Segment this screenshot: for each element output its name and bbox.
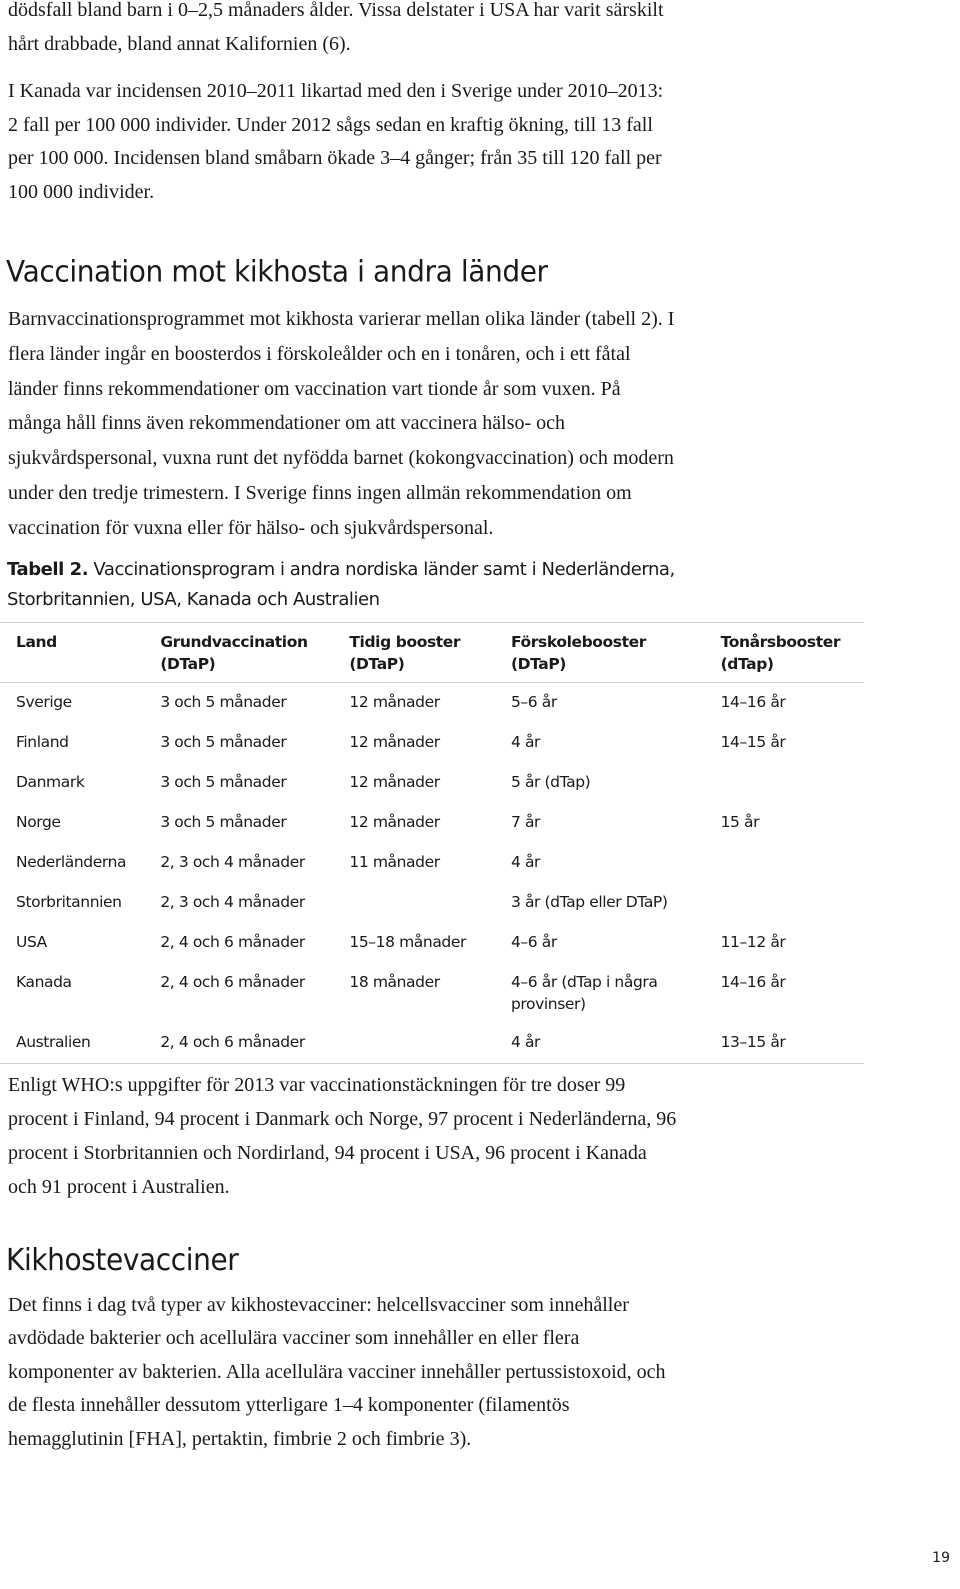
cell-tidig-booster: 12 månader xyxy=(349,693,440,711)
cell-forskolebooster: 4–6 år (dTap i några provinser) xyxy=(510,973,658,1013)
text-line: de flesta innehåller dessutom ytterligare 1–4 komponenter (filamentös xyxy=(8,1394,570,1417)
cell-grundvaccination: 3 och 5 månader xyxy=(160,773,287,791)
cell-tidig-booster xyxy=(333,1023,495,1064)
table-body xyxy=(0,683,864,1064)
text-line: procent i Finland, 94 procent i Danmark och Norge, 97 procent i Nederländerna, 96 xyxy=(8,1108,677,1130)
cell-tonarsbooster: 11–12 år xyxy=(720,933,786,951)
cell-tidig-booster: 12 månader xyxy=(349,733,440,751)
text-line: hemagglutinin [FHA], pertaktin, fimbrie 2 och fimbrie 3). xyxy=(8,1427,472,1450)
column-header-tonarsbooster: Tonårsbooster (dTap) xyxy=(705,623,864,683)
cell-forskolebooster: 4 år xyxy=(510,853,541,871)
page-number: 19 xyxy=(932,1550,950,1566)
text-line: och 91 procent i Australien. xyxy=(8,1176,230,1198)
column-header-land: Land xyxy=(0,623,144,683)
text-line: länder finns rekommendationer om vaccination vart tionde år som vuxen. På xyxy=(8,377,621,400)
table-row xyxy=(0,963,864,1023)
cell-tonarsbooster: 13–15 år xyxy=(705,1023,864,1064)
text-line: I Kanada var incidensen 2010–2011 likartad med den i Sverige under 2010–2013: xyxy=(8,80,664,103)
table-row xyxy=(0,883,864,923)
intro-paragraph-1 xyxy=(8,0,908,61)
cell-tonarsbooster xyxy=(705,883,864,923)
text-line: 2 fall per 100 000 individer. Under 2012 sågs sedan en kraftig ökning, till 13 fall xyxy=(8,113,653,136)
section-heading-vaccination: Vaccination mot kikhosta i andra länder xyxy=(6,254,548,289)
table-row xyxy=(0,923,864,963)
cell-grundvaccination: 3 och 5 månader xyxy=(160,693,287,711)
cell-land: Nederländerna xyxy=(16,853,127,871)
cell-land: Danmark xyxy=(16,773,85,791)
cell-forskolebooster: 3 år (dTap eller DTaP) xyxy=(510,893,668,911)
cell-forskolebooster: 4–6 år xyxy=(510,933,557,951)
table-header-row xyxy=(0,623,864,683)
cell-tonarsbooster: 14–15 år xyxy=(720,733,786,751)
cell-grundvaccination: 2, 3 och 4 månader xyxy=(160,853,305,871)
vaccination-paragraph xyxy=(8,302,908,546)
cell-tidig-booster: 12 månader xyxy=(349,773,440,791)
table-row xyxy=(0,803,864,843)
table-row xyxy=(0,1023,864,1064)
intro-paragraph-2 xyxy=(8,75,908,209)
cell-tonarsbooster xyxy=(705,843,864,883)
cell-land: Kanada xyxy=(16,973,72,991)
cell-land: Storbritannien xyxy=(16,893,122,911)
cell-grundvaccination: 3 och 5 månader xyxy=(160,733,287,751)
cell-land: Sverige xyxy=(16,693,72,711)
text-line: hårt drabbade, bland annat Kalifornien (6). xyxy=(8,32,351,55)
caption-line xyxy=(7,555,907,585)
column-header-tidig-booster: Tidig booster (DTaP) xyxy=(333,623,495,683)
cell-forskolebooster: 7 år xyxy=(510,813,541,831)
cell-tidig-booster: 12 månader xyxy=(349,813,440,831)
table-row xyxy=(0,723,864,763)
column-header-forskolebooster: Förskolebooster (DTaP) xyxy=(495,623,705,683)
who-paragraph xyxy=(8,1068,908,1204)
text-line: Barnvaccinationsprogrammet mot kikhosta varierar mellan olika länder (tabell 2). I xyxy=(8,308,675,330)
cell-land: Australien xyxy=(0,1023,144,1064)
cell-tidig-booster: 11 månader xyxy=(349,853,440,871)
text-line: procent i Storbritannien och Nordirland, 94 procent i USA, 96 procent i Kanada xyxy=(8,1142,647,1164)
text-line: per 100 000. Incidensen bland småbarn ökade 3–4 gånger; från 35 till 120 fall per xyxy=(8,147,662,170)
caption-line: Storbritannien, USA, Kanada och Australien xyxy=(7,589,380,610)
cell-tonarsbooster: 14–16 år xyxy=(720,973,786,991)
cell-grundvaccination: 2, 4 och 6 månader xyxy=(160,973,305,991)
cell-tidig-booster: 18 månader xyxy=(349,973,440,991)
table-row xyxy=(0,843,864,883)
cell-tonarsbooster: 14–16 år xyxy=(720,693,786,711)
kikhostevacciner-paragraph xyxy=(8,1289,908,1456)
cell-tonarsbooster: 15 år xyxy=(720,813,760,831)
table-row xyxy=(0,683,864,724)
cell-grundvaccination: 2, 3 och 4 månader xyxy=(160,893,305,911)
cell-land: Norge xyxy=(16,813,61,831)
cell-tidig-booster: 15–18 månader xyxy=(349,933,466,951)
section-heading-kikhostevacciner: Kikhostevacciner xyxy=(6,1242,239,1278)
cell-forskolebooster: 4 år xyxy=(510,733,541,751)
cell-tonarsbooster xyxy=(705,763,864,803)
text-line: komponenter av bakterien. Alla acellulära vacciner innehåller pertussistoxoid, och xyxy=(8,1360,666,1383)
text-line: många håll finns även rekommendationer om att vaccinera hälso- och xyxy=(8,412,566,435)
caption-text: Vaccinationsprogram i andra nordiska länder samt i Nederländerna, xyxy=(88,559,675,580)
text-line: flera länder ingår en boosterdos i förskoleålder och en i tonåren, och i ett fåtal xyxy=(8,342,631,365)
cell-tidig-booster xyxy=(333,883,495,923)
text-line: 100 000 individer. xyxy=(8,180,155,203)
cell-grundvaccination: 3 och 5 månader xyxy=(160,813,287,831)
cell-grundvaccination: 2, 4 och 6 månader xyxy=(144,1023,333,1064)
table-caption xyxy=(7,555,907,615)
table-row xyxy=(0,763,864,803)
text-line: sjukvårdspersonal, vuxna runt det nyfödda barnet (kokongvaccination) och modern xyxy=(8,447,674,470)
text-line: Det finns i dag två typer av kikhostevacciner: helcellsvacciner som innehåller xyxy=(8,1294,629,1316)
cell-forskolebooster: 5 år (dTap) xyxy=(510,773,591,791)
cell-land: USA xyxy=(16,933,47,951)
cell-forskolebooster: 4 år xyxy=(495,1023,705,1064)
cell-grundvaccination: 2, 4 och 6 månader xyxy=(160,933,305,951)
cell-land: Finland xyxy=(16,733,69,751)
caption-label: Tabell 2. xyxy=(7,559,89,580)
vaccination-table xyxy=(0,622,864,1064)
intro-text xyxy=(8,0,908,230)
text-line: Enligt WHO:s uppgifter för 2013 var vaccinationstäckningen för tre doser 99 xyxy=(8,1074,626,1096)
text-line: avdödade bakterier och acellulära vacciner som innehåller en eller flera xyxy=(8,1327,580,1350)
text-line: vaccination för vuxna eller för hälso- och sjukvårdspersonal. xyxy=(8,516,494,539)
text-line: under den tredje trimestern. I Sverige finns ingen allmän rekommendation om xyxy=(8,481,632,504)
column-header-grundvaccination: Grundvaccination (DTaP) xyxy=(144,623,333,683)
cell-forskolebooster: 5–6 år xyxy=(510,693,557,711)
text-line: dödsfall bland barn i 0–2,5 månaders ålder. Vissa delstater i USA har varit särskilt xyxy=(8,0,664,21)
